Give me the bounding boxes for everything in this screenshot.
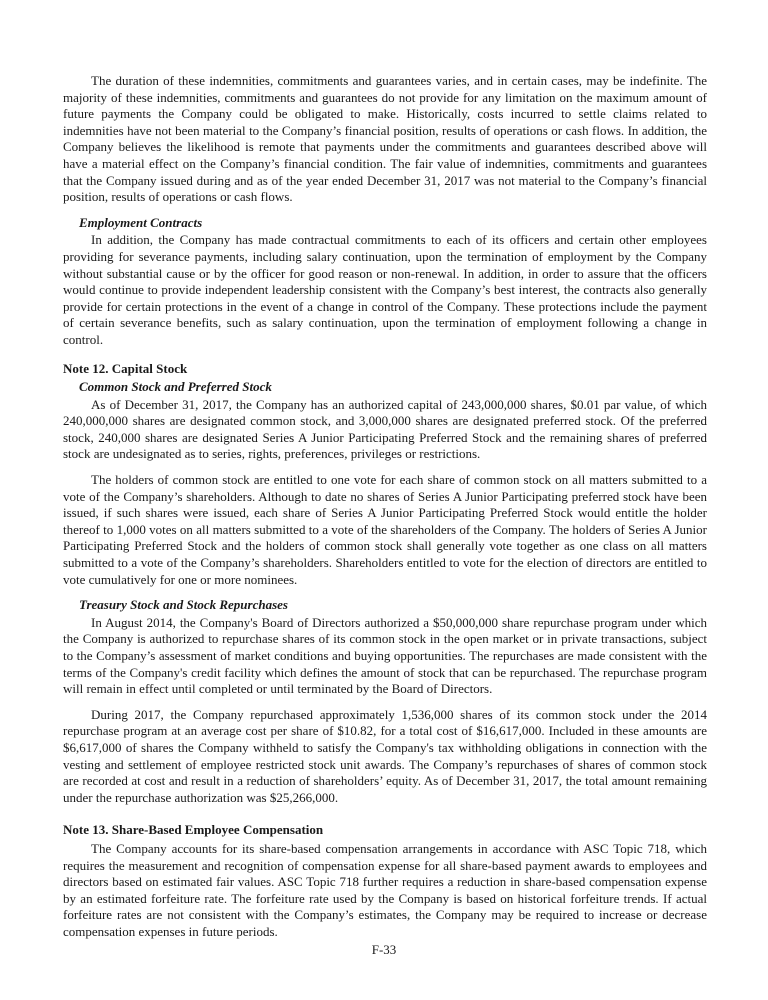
page-number: F-33 [371, 942, 397, 957]
capital-stock-paragraph-1: As of December 31, 2017, the Company has an authorized capital of 243,000,000 shares, $0.01 par value, of which 240,000,000 shares are designated common stock, and 3,000,000 shares are designated preferred stock. Of the preferred stock, 240,000 shares are designated Series A Junior Participating Preferred Stock and the remaining shares of preferred stock are undesignated as to series, rights, preferences, privileges or restrictions. [63, 396, 707, 462]
treasury-paragraph-1: In August 2014, the Company's Board of Directors authorized a $50,000,000 share repurchase program under which the Company is authorized to repurchase shares of its common stock in the open market or in private transactions, subject to the Company’s assessment of market conditions and buying opportunities. The repurchases are made consistent with the terms of the Company's credit facility which defines the amount of stock that can be repurchased. The repurchase program will remain in effect until completed or until terminated by the Board of Directors. [63, 614, 707, 697]
note-12-title: Note 12. Capital Stock [63, 360, 188, 376]
note-13-title: Note 13. Share-Based Employee Compensation [63, 822, 324, 838]
indemnities-paragraph: The duration of these indemnities, commitments and guarantees varies, and in certain cases, may be indefinite. The majority of these indemnities, commitments and guarantees do not provide for any limitation on the maximum amount of future payments the Company could be obligated to make. Historically, costs incurred to settle claims related to indemnities have not been material to the Company’s financial position, results of operations or cash flows. In addition, the Company believes the likelihood is remote that payments under the commitments and guarantees described above will have a material effect on the Company’s financial condition. The fair value of indemnities, commitments and guarantees that the Company issued during and as of the year ended December 31, 2017 was not material to the Company’s financial position, results of operations or cash flows. [63, 73, 707, 205]
employment-contracts-paragraph: In addition, the Company has made contractual commitments to each of its officers and certain other employees providing for severance payments, including salary continuation, upon the termination of employment by the Company without substantial cause or by the officer for good reason or non-renewal. In addition, in order to assure that the officers would continue to provide independent leadership consistent with the Company’s best interest, the contracts also generally provide for certain protections in the event of a change in control of the Company. These protections include the payment of certain severance benefits, such as salary continuation, upon the termination of employment following a change in control. [63, 232, 707, 347]
employment-contracts-heading: Employment Contracts [79, 214, 203, 230]
treasury-stock-heading: Treasury Stock and Stock Repurchases [79, 597, 288, 613]
share-based-compensation-paragraph: The Company accounts for its share-based compensation arrangements in accordance with ASC Topic 718, which requires the measurement and recognition of compensation expense for all share-based payment awards to employees and directors based on estimated fair values. ASC Topic 718 further requires a reduction in share-based compensation expense by an estimated forfeiture rate. The forfeiture rate used by the Company is based on historical forfeiture trends. If actual forfeiture rates are not consistent with the Company’s estimates, the Company may be required to increase or decrease compensation expenses in future periods. [63, 840, 707, 939]
treasury-paragraph-2: During 2017, the Company repurchased approximately 1,536,000 shares of its common stock under the 2014 repurchase program at an average cost per share of $10.82, for a total cost of $16,617,000. Included in these amounts are $6,617,000 of shares the Company withheld to satisfy the Company's tax withholding obligations in connection with the vesting and settlement of employee restricted stock unit awards. The Company’s repurchases of shares of common stock are recorded at cost and result in a reduction of shareholders’ equity. As of December 31, 2017, the total amount remaining under the repurchase authorization was $25,266,000. [63, 706, 707, 805]
document-page [63, 73, 707, 941]
common-preferred-stock-heading: Common Stock and Preferred Stock [79, 379, 272, 395]
capital-stock-paragraph-2: The holders of common stock are entitled to one vote for each share of common stock on all matters submitted to a vote of the Company’s shareholders. Although to date no shares of Series A Junior Participating preferred stock have been issued, if such shares were issued, each share of Series A Junior Participating Preferred Stock would entitle the holder thereof to 1,000 votes on all matters submitted to a vote of the shareholders of the Company. The holders of Series A Junior Participating Preferred Stock and the holders of common stock shall generally vote together as one class on all matters submitted to a vote of the Company’s shareholders. Shareholders entitled to vote for the election of directors are entitled to vote cumulatively for one or more nominees. [63, 472, 707, 587]
